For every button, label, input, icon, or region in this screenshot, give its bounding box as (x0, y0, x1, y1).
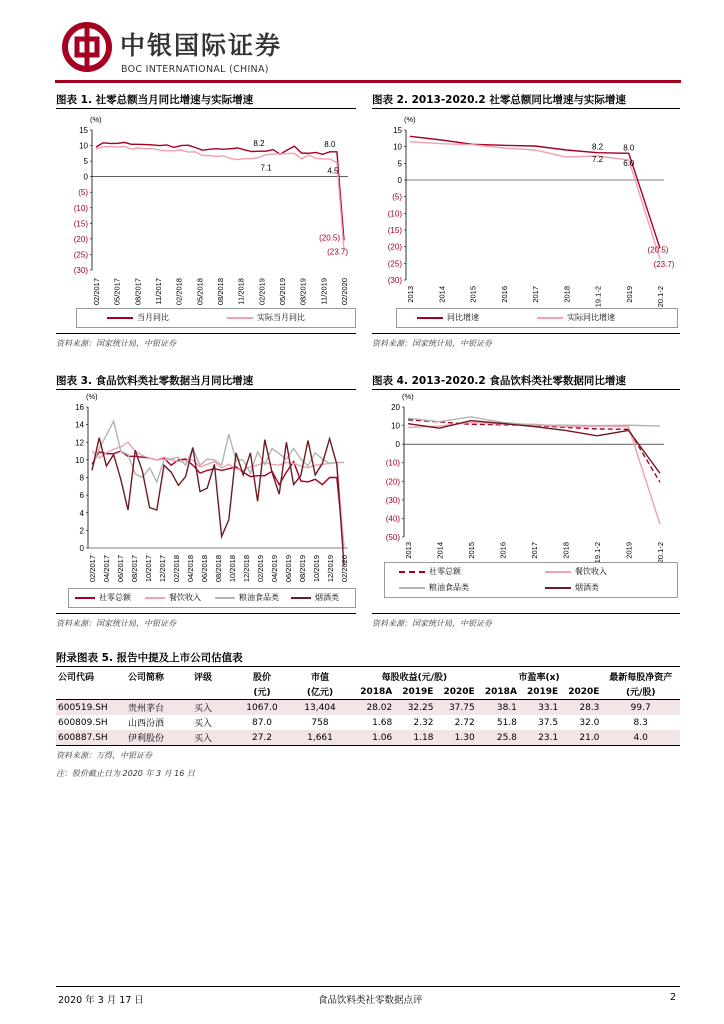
cell-eps: 28.02 (366, 702, 393, 713)
x-tick-label: 12/2018 (242, 555, 251, 583)
data-label: 8.2 (253, 139, 265, 149)
y-tick-label: 0 (397, 176, 402, 185)
cell-bvps: 99.7 (630, 702, 651, 713)
header-year: 2018A (360, 686, 393, 697)
x-tick-label: 05/2017 (112, 278, 122, 306)
figure-1-source: 资料来源：国家统计局，中银证券 (56, 339, 176, 348)
figure-3-source: 资料来源：国家统计局，中银证券 (56, 619, 176, 628)
data-label: 8.0 (623, 143, 635, 153)
figure-3-source-rule (56, 613, 356, 614)
legend-item (291, 592, 339, 603)
header-year: 2020E (568, 686, 600, 697)
header-bvps: 最新每股净资产 (609, 673, 673, 683)
cell-price: 1067.0 (246, 702, 278, 713)
cell-eps: 2.32 (413, 717, 434, 728)
x-tick-label: 02/2019 (256, 555, 265, 583)
cell-eps: 1.30 (454, 732, 475, 743)
legend-item (215, 592, 279, 603)
y-tick-label: 0 (83, 172, 88, 182)
y-tick-label: 0 (79, 544, 84, 553)
y-tick-label: 15 (79, 126, 88, 135)
y-tick-label: 15 (393, 126, 402, 135)
legend-item (399, 566, 461, 577)
logo-en-text: BOC INTERNATIONAL (CHINA) (121, 64, 269, 75)
x-tick-label: 20.1-2 (656, 542, 665, 564)
x-tick-label: 2014 (435, 542, 445, 559)
y-unit-label: (%) (90, 115, 102, 124)
header-code: 公司代码 (58, 673, 95, 683)
header-rating: 评级 (194, 673, 213, 683)
figure-4-title: 图表 4. 2013-2020.2 食品饮料类社零数据同比增速 (372, 375, 626, 387)
y-tick-label: (40) (385, 514, 400, 524)
x-tick-label: 2014 (437, 286, 447, 303)
page-number: 2 (670, 992, 677, 1003)
y-tick-label: 2 (79, 526, 84, 536)
chart-figure-1 (56, 110, 356, 335)
table-row (56, 715, 680, 730)
y-tick-label: (5) (392, 192, 402, 202)
header-mcap-unit: (亿元) (306, 688, 334, 698)
valuation-table (56, 669, 680, 746)
header-mcap: 市值 (310, 673, 329, 683)
y-tick-label: 10 (391, 421, 400, 431)
y-tick-label: (30) (385, 495, 400, 505)
x-tick-label: 02/2018 (174, 278, 184, 306)
x-tick-label: 08/2017 (133, 278, 143, 306)
x-tick-label: 08/2019 (298, 278, 308, 306)
data-label: 8.2 (591, 142, 604, 152)
x-tick-label: 10/2018 (228, 555, 237, 583)
cell-code: 600519.SH (58, 702, 108, 713)
x-tick-label: 2017 (531, 286, 540, 303)
y-tick-label: 10 (75, 455, 84, 465)
legend-label: 社零总额 (429, 567, 461, 576)
valuation-top-rule (56, 666, 680, 667)
legend-label: 实际同比增速 (567, 313, 615, 322)
cell-price: 27.2 (251, 732, 273, 743)
figure-4-source-rule (372, 613, 680, 614)
logo-cn-text: 中银国际证券 (120, 31, 283, 60)
footer-date: 2020 年 3 月 17 日 (58, 995, 144, 1006)
header-year: 2019E (402, 686, 434, 697)
footer-rule (56, 986, 680, 987)
x-tick-label: 02/2020 (340, 278, 349, 306)
x-tick-label: 2015 (468, 286, 478, 303)
cell-code: 600887.SH (58, 732, 108, 743)
cell-eps: 32.25 (407, 702, 434, 713)
x-tick-label: 2015 (467, 542, 476, 559)
header-divider (55, 80, 681, 83)
x-tick-label: 08/2017 (130, 555, 139, 583)
x-tick-label: 2016 (499, 286, 509, 303)
x-tick-label: 04/2018 (186, 555, 195, 583)
x-tick-label: 19.1-2 (593, 286, 603, 308)
y-tick-label: 5 (83, 157, 88, 167)
figure-2-title: 图表 2. 2013-2020.2 社零总额同比增速与实际增速 (372, 94, 626, 106)
x-tick-label: 08/2018 (214, 555, 223, 583)
header-pe: 市盈率(x) (518, 673, 560, 683)
cell-mcap: 1,661 (307, 732, 333, 743)
y-tick-label: (30) (73, 266, 88, 275)
header-price: 股价 (252, 673, 271, 683)
y-tick-label: 14 (75, 420, 84, 430)
x-tick-label: 08/2019 (298, 555, 307, 583)
cell-code: 600809.SH (58, 717, 108, 728)
x-tick-label: 02/2017 (92, 278, 101, 306)
logo (62, 22, 112, 72)
legend-label: 粮油食品类 (429, 583, 469, 592)
legend-label: 社零总额 (99, 593, 131, 602)
x-tick-label: 05/2018 (195, 278, 205, 306)
cell-pe: 51.8 (496, 717, 517, 728)
x-tick-label: 10/2019 (312, 555, 321, 583)
x-tick-label: 06/2017 (116, 555, 125, 583)
y-tick-label: (20) (73, 234, 88, 244)
x-tick-label: 02/2017 (88, 555, 97, 583)
legend-label: 同比增速 (447, 313, 479, 322)
y-tick-label: 0 (395, 440, 400, 450)
legend-label: 烟酒类 (575, 583, 599, 592)
legend-label: 餐饮收入 (575, 567, 607, 576)
x-tick-label: 02/2018 (172, 555, 181, 583)
figure-4-source: 资料来源：国家统计局，中银证券 (372, 619, 492, 628)
y-tick-label: 10 (79, 141, 88, 151)
x-tick-label: 12/2017 (158, 555, 167, 583)
legend-item (107, 312, 169, 323)
cell-name: 山西汾酒 (128, 719, 165, 729)
legend-label: 当月同比 (137, 313, 169, 322)
figure-2-source: 资料来源：国家统计局，中银证券 (372, 339, 492, 348)
figure-3-title: 图表 3. 食品饮料类社零数据当月同比增速 (56, 375, 254, 387)
cell-eps: 1.18 (413, 732, 434, 743)
x-tick-label: 02/2019 (257, 278, 267, 306)
valuation-source: 资料来源：万得，中银证券 (56, 751, 152, 760)
y-tick-label: 4 (79, 508, 84, 518)
figure-2-source-rule (372, 333, 680, 334)
cell-mcap: 13,404 (304, 702, 336, 713)
boc-logo-icon (62, 22, 112, 72)
series-line-烟酒类 (408, 421, 660, 474)
cell-pe: 28.3 (579, 702, 600, 713)
legend-item (399, 582, 469, 593)
cell-pe: 33.1 (538, 702, 559, 713)
cell-pe: 32.0 (579, 717, 600, 728)
y-tick-label: 20 (391, 403, 400, 412)
chart-figure-2 (372, 110, 680, 335)
figure-4-rule (372, 389, 680, 390)
x-tick-label: 12/2019 (326, 555, 335, 583)
figure-1-rule (56, 108, 356, 109)
figure-2-rule (372, 108, 680, 109)
x-tick-label: 2017 (530, 542, 539, 559)
cell-eps: 37.75 (448, 702, 475, 713)
cell-bvps: 4.0 (633, 732, 648, 743)
legend-figure-3 (68, 588, 356, 608)
series-line-同比增速 (410, 136, 660, 248)
data-label: 8.0 (324, 139, 336, 149)
x-tick-label: 05/2019 (278, 278, 287, 306)
data-label: 4.5 (327, 166, 339, 176)
y-tick-label: 16 (75, 403, 84, 412)
cell-name: 伊利股份 (128, 734, 165, 744)
data-label: 7.1 (260, 163, 272, 173)
footer-title: 食品饮料类社零数据点评 (318, 995, 423, 1006)
y-tick-label: (5) (78, 188, 88, 198)
x-tick-label: 11/2019 (319, 278, 329, 305)
x-tick-label: 19.1-2 (593, 542, 602, 564)
data-label: 7.2 (591, 155, 604, 164)
legend-label: 实际当月同比 (257, 313, 305, 322)
header-year: 2019E (526, 686, 559, 697)
header-price-unit: (元) (253, 688, 271, 698)
y-tick-label: (25) (73, 250, 88, 260)
x-tick-label: 08/2018 (216, 278, 225, 306)
valuation-title: 附录图表 5. 报告中提及上市公司估值表 (56, 652, 243, 664)
legend-figure-4 (384, 562, 678, 598)
y-tick-label: 8 (79, 473, 84, 483)
y-tick-label: (25) (387, 259, 402, 269)
x-tick-label: 02/2020 (340, 555, 349, 583)
legend-item (417, 312, 479, 323)
legend-item (545, 566, 607, 577)
cell-eps: 2.72 (454, 717, 475, 728)
y-tick-label: (15) (73, 219, 88, 229)
series-line-当月同比 (96, 139, 344, 243)
y-tick-label: (10) (385, 458, 400, 468)
x-tick-label: 06/2018 (200, 555, 209, 583)
data-label: (20.5) (319, 233, 340, 243)
cell-pe: 37.5 (538, 717, 559, 728)
x-tick-label: 2019 (624, 286, 634, 303)
cell-price: 87.0 (251, 717, 273, 728)
data-label: (23.7) (327, 247, 348, 257)
x-tick-label: 2016 (498, 542, 508, 559)
figure-3-rule (56, 389, 356, 390)
y-tick-label: 10 (393, 142, 402, 152)
cell-eps: 1.06 (372, 732, 393, 743)
series-line-餐饮收入 (408, 422, 660, 524)
valuation-note: 注：股价截止日为 2020 年 3 月 16 日 (56, 769, 195, 778)
x-tick-label: 11/2017 (154, 278, 163, 305)
x-tick-label: 11/2018 (236, 278, 246, 305)
cell-pe: 25.8 (496, 732, 517, 743)
cell-rating: 买入 (194, 704, 213, 714)
header-year: 2020E (443, 686, 475, 697)
y-tick-label: (10) (73, 203, 88, 213)
table-row (56, 700, 680, 716)
x-tick-label: 2019 (624, 542, 634, 559)
legend-label: 烟酒类 (315, 593, 339, 602)
cell-pe: 21.0 (579, 732, 600, 743)
y-tick-label: (20) (387, 242, 402, 252)
series-line-社零总额 (408, 420, 660, 482)
data-label: 6.0 (623, 159, 635, 168)
series-line-实际当月同比 (96, 147, 344, 251)
y-unit-label: (%) (86, 392, 98, 401)
cell-bvps: 8.3 (633, 717, 648, 728)
legend-item (545, 582, 599, 593)
y-tick-label: 6 (79, 491, 84, 501)
cell-name: 贵州茅台 (128, 704, 165, 714)
cell-rating: 买入 (194, 719, 213, 729)
figure-1-title: 图表 1. 社零总额当月同比增速与实际增速 (56, 94, 254, 106)
cell-eps: 1.68 (372, 717, 393, 728)
legend-item (537, 312, 615, 323)
figure-1-source-rule (56, 333, 356, 334)
cell-mcap: 758 (311, 717, 329, 728)
table-row (56, 730, 680, 746)
x-tick-label: 2018 (561, 542, 571, 559)
legend-label: 粮油食品类 (239, 593, 279, 602)
y-tick-label: (10) (387, 209, 402, 219)
legend-figure-1 (76, 308, 356, 328)
legend-item (75, 592, 131, 603)
x-tick-label: 10/2017 (144, 555, 153, 583)
x-tick-label: 2013 (404, 542, 413, 559)
y-unit-label: (%) (402, 392, 414, 401)
legend-figure-2 (396, 308, 678, 328)
cell-rating: 买入 (194, 734, 213, 744)
y-tick-label: 5 (397, 159, 402, 169)
x-tick-label: 06/2019 (284, 555, 293, 583)
legend-item (145, 592, 201, 603)
x-tick-label: 04/2019 (270, 555, 279, 583)
x-tick-label: 2013 (406, 286, 415, 303)
header-name: 公司简称 (128, 673, 165, 683)
x-tick-label: 2018 (562, 286, 572, 303)
header-eps: 每股收益(元/股) (381, 673, 448, 683)
chart-figure-3 (56, 391, 356, 616)
y-tick-label: (30) (387, 276, 402, 285)
y-tick-label: (20) (385, 477, 400, 487)
header-bvps-unit: (元/股) (625, 688, 656, 698)
x-tick-label: 04/2017 (102, 555, 111, 583)
y-unit-label: (%) (404, 115, 416, 124)
data-label: (20.5) (647, 245, 669, 255)
cell-pe: 38.1 (496, 702, 517, 713)
y-tick-label: 12 (75, 438, 84, 448)
header-year: 2018A (484, 686, 517, 697)
legend-item (227, 312, 305, 323)
cell-pe: 23.1 (538, 732, 559, 743)
data-label: (23.7) (653, 260, 675, 269)
y-tick-label: (15) (387, 226, 402, 235)
x-tick-label: 20.1-2 (656, 286, 665, 308)
y-tick-label: (50) (385, 533, 400, 542)
legend-label: 餐饮收入 (169, 593, 201, 602)
